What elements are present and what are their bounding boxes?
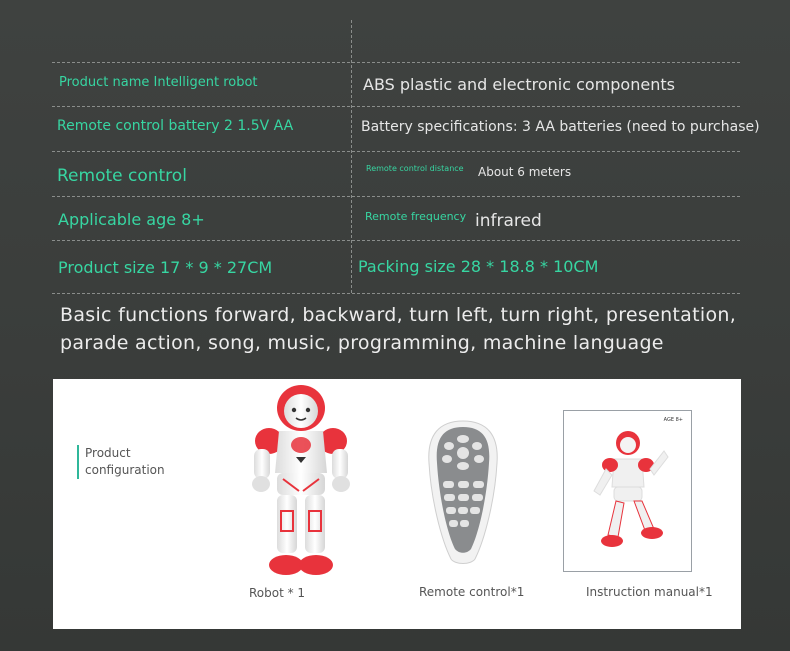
configuration-title	[77, 445, 165, 479]
material: ABS plastic and electronic components	[363, 75, 675, 94]
row-divider	[52, 151, 740, 152]
applicable-age: Applicable age 8+	[58, 210, 205, 229]
remote-distance-value: About 6 meters	[478, 165, 572, 179]
remote-frequency-value: infrared	[475, 211, 542, 231]
configuration-title-line1: Product	[85, 446, 131, 460]
row-divider	[52, 196, 740, 197]
battery-spec: Battery specifications: 3 AA batteries (need to purchase)	[361, 119, 760, 135]
basic-functions	[60, 301, 740, 357]
row-divider	[52, 62, 740, 63]
remote-battery: Remote control battery 2 1.5V AA	[57, 118, 294, 134]
remote-control-label: Remote control	[57, 166, 187, 186]
basic-functions-line1: Basic functions forward, backward, turn left, turn right, presentation,	[60, 304, 737, 326]
robot-image	[241, 381, 361, 581]
configuration-title-line2: configuration	[85, 463, 165, 477]
remote-distance-label: Remote control distance	[366, 164, 464, 173]
configuration-panel	[53, 379, 741, 629]
manual-age-label: AGE 8+	[663, 417, 683, 423]
instruction-manual-caption: Instruction manual*1	[586, 585, 713, 599]
instruction-manual-image	[563, 410, 692, 572]
row-divider	[52, 106, 740, 107]
spec-table	[52, 20, 760, 293]
product-size: Product size 17 * 9 * 27CM	[58, 258, 273, 277]
row-divider	[52, 240, 740, 241]
packing-size: Packing size 28 * 18.8 * 10CM	[358, 257, 599, 276]
basic-functions-line2: parade action, song, music, programming, machine language	[60, 332, 664, 354]
column-divider	[351, 20, 352, 293]
robot-caption: Robot * 1	[249, 586, 306, 600]
remote-control-image	[421, 419, 505, 567]
remote-frequency-label: Remote frequency	[365, 210, 467, 223]
manual-robot-figure	[584, 425, 672, 561]
remote-control-caption: Remote control*1	[419, 585, 525, 599]
product-name: Product name Intelligent robot	[59, 75, 258, 90]
row-divider	[52, 293, 740, 294]
